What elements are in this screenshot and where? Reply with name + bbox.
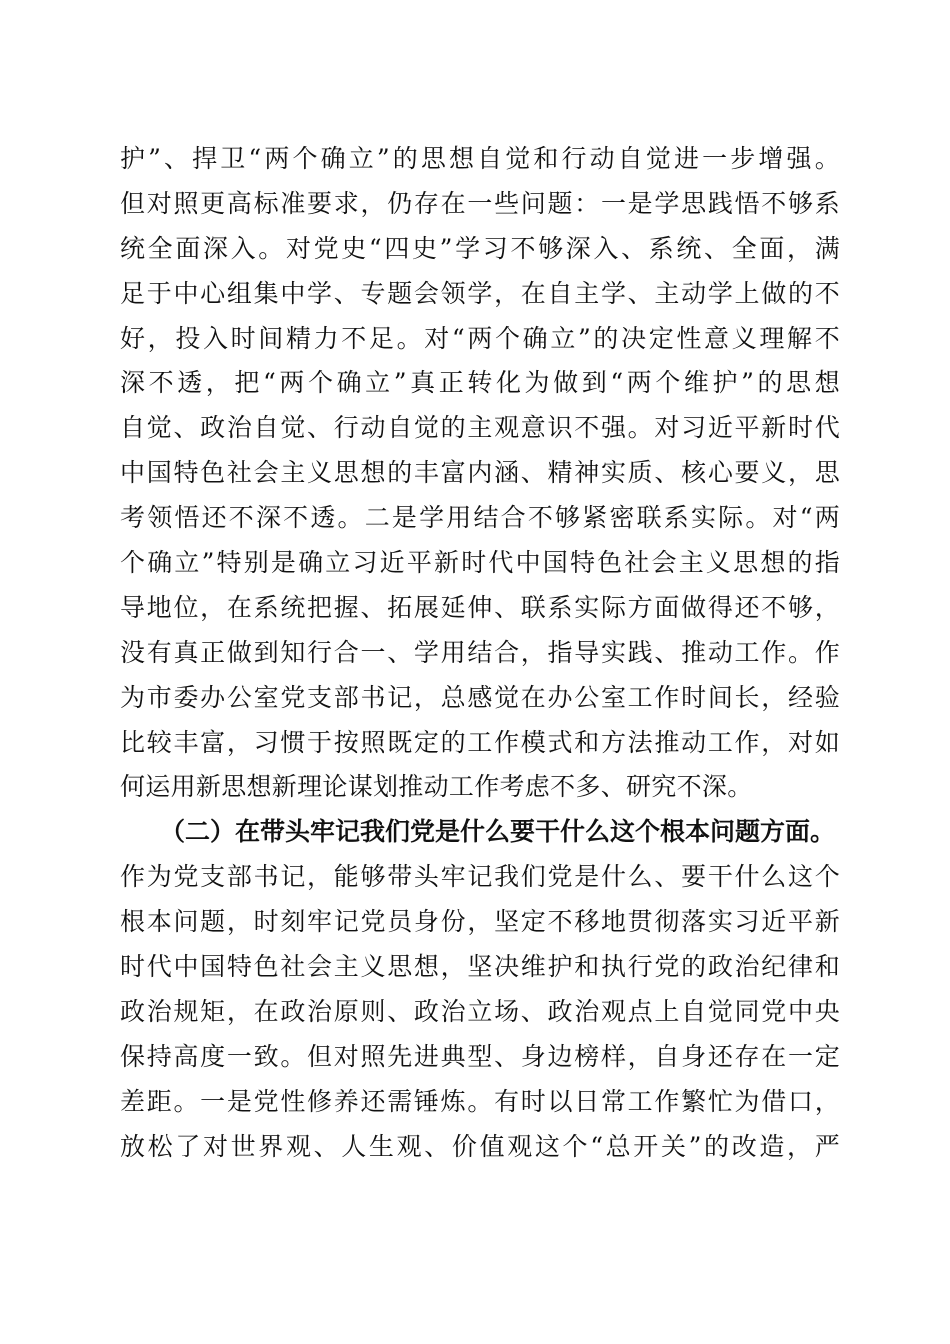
- text-line: 政治规矩，在政治原则、政治立场、政治观点上自觉同党中央: [120, 996, 840, 1026]
- text-line: 放松了对世界观、人生观、价值观这个“总开关”的改造，严: [120, 1131, 840, 1161]
- text-line: 深不透，把“两个确立”真正转化为做到“两个维护”的思想: [120, 368, 840, 398]
- text-line: 保持高度一致。但对照先进典型、身边榜样，自身还存在一定: [120, 1041, 840, 1071]
- document-body: [120, 137, 840, 1169]
- text-line: 考领悟还不深不透。二是学用结合不够紧密联系实际。对“两: [120, 503, 840, 533]
- text-line: 但对照更高标准要求，仍存在一些问题：一是学思践悟不够系: [120, 188, 840, 218]
- text-line: 何运用新思想新理论谋划推动工作考虑不多、研究不深。: [120, 772, 753, 802]
- text-line: 导地位，在系统把握、拓展延伸、联系实际方面做得还不够，: [120, 592, 840, 622]
- text-line: 比较丰富，习惯于按照既定的工作模式和方法推动工作，对如: [120, 727, 840, 757]
- text-line: 个确立”特别是确立习近平新时代中国特色社会主义思想的指: [120, 548, 840, 578]
- text-line: 中国特色社会主义思想的丰富内涵、精神实质、核心要义，思: [120, 458, 840, 488]
- text-line: 自觉、政治自觉、行动自觉的主观意识不强。对习近平新时代: [120, 413, 840, 443]
- text-line: 时代中国特色社会主义思想，坚决维护和执行党的政治纪律和: [120, 952, 840, 982]
- text-line: 作为党支部书记，能够带头牢记我们党是什么、要干什么这个: [120, 862, 840, 892]
- text-line: 护”、捍卫“两个确立”的思想自觉和行动自觉进一步增强。: [120, 144, 840, 173]
- text-line: 统全面深入。对党史“四史”学习不够深入、系统、全面，满: [120, 233, 840, 263]
- text-line: 差距。一是党性修养还需锤炼。有时以日常工作繁忙为借口，: [120, 1086, 840, 1116]
- text-line: 为市委办公室党支部书记，总感觉在办公室工作时间长，经验: [120, 682, 840, 712]
- text-line: 根本问题，时刻牢记党员身份，坚定不移地贯彻落实习近平新: [120, 907, 840, 937]
- text-line: 足于中心组集中学、专题会领学，在自主学、主动学上做的不: [120, 278, 840, 308]
- text-line: 好，投入时间精力不足。对“两个确立”的决定性意义理解不: [120, 323, 840, 353]
- section-heading: （二）在带头牢记我们党是什么要干什么这个根本问题方面。: [160, 817, 836, 847]
- text-line: 没有真正做到知行合一、学用结合，指导实践、推动工作。作: [120, 637, 840, 667]
